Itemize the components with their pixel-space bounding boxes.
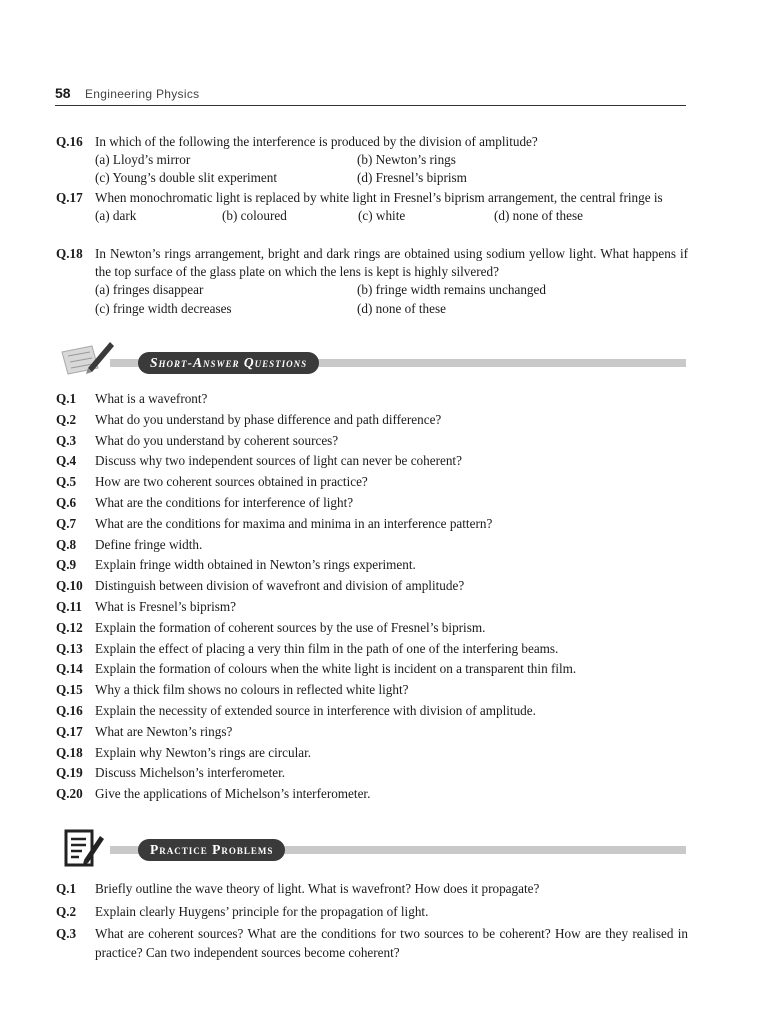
option: (a) dark xyxy=(95,208,137,224)
option: (c) white xyxy=(358,208,406,224)
option: (a) fringes disappear xyxy=(95,282,204,298)
question-number: Q.19 xyxy=(56,765,83,781)
list-item xyxy=(56,924,688,962)
list-item xyxy=(56,514,688,535)
question-number: Q.17 xyxy=(56,723,83,739)
question-number: Q.5 xyxy=(56,474,77,490)
book-title: Engineering Physics xyxy=(85,87,200,101)
list-item xyxy=(56,879,688,900)
list-item xyxy=(56,618,688,639)
question-number: Q.3 xyxy=(56,926,77,942)
question-number: Q.3 xyxy=(56,432,77,448)
section-title-short-answer: Short-Answer Questions xyxy=(138,352,319,374)
list-item xyxy=(56,639,688,660)
question-text: Briefly outline the wave theory of light. What is wavefront? How does it propagate? xyxy=(95,881,540,896)
question-number: Q.15 xyxy=(56,682,83,698)
question-text: Explain the effect of placing a very thin film in the path of one of the interfering beams. xyxy=(95,640,559,656)
question-number: Q.4 xyxy=(56,453,77,469)
mcq-question xyxy=(56,133,688,188)
option: (c) fringe width decreases xyxy=(95,300,232,316)
question-number: Q.8 xyxy=(56,536,77,552)
short-answer-list xyxy=(56,389,688,805)
list-item xyxy=(56,410,688,431)
list-item xyxy=(56,701,688,722)
question-number: Q.1 xyxy=(56,881,77,896)
option: (d) none of these xyxy=(357,300,446,316)
page-header xyxy=(55,83,686,106)
mcq-question xyxy=(56,189,688,225)
question-text: Why a thick film shows no colours in reflected white light? xyxy=(95,682,409,698)
list-item xyxy=(56,493,688,514)
question-text: Explain why Newton’s rings are circular. xyxy=(95,744,312,760)
option: (b) coloured xyxy=(222,208,287,224)
question-number: Q.7 xyxy=(56,515,77,531)
question-number: Q.2 xyxy=(56,411,77,427)
practice-problems-list xyxy=(56,879,688,964)
question-number: Q.12 xyxy=(56,619,83,635)
list-item xyxy=(56,597,688,618)
page-number: 58 xyxy=(55,85,71,101)
option: (c) Young’s double slit experiment xyxy=(95,170,278,186)
list-item xyxy=(56,763,688,784)
question-text: Explain the formation of coherent sources by the use of Fresnel’s biprism. xyxy=(95,619,486,635)
option: (b) fringe width remains unchanged xyxy=(357,282,546,298)
question-number: Q.16 xyxy=(56,134,83,149)
question-text: How are two coherent sources obtained in practice? xyxy=(95,474,368,490)
question-number: Q.9 xyxy=(56,557,77,573)
question-text: What do you understand by phase difference and path difference? xyxy=(95,411,442,427)
options xyxy=(95,207,688,225)
checklist-pen-icon xyxy=(62,826,106,870)
option: (b) Newton’s rings xyxy=(357,152,456,168)
list-item xyxy=(56,680,688,701)
question-number: Q.2 xyxy=(56,903,77,919)
list-item xyxy=(56,722,688,743)
list-item xyxy=(56,555,688,576)
option: (d) none of these xyxy=(494,208,583,224)
question-text: What is Fresnel’s biprism? xyxy=(95,598,237,614)
question-number: Q.16 xyxy=(56,702,83,718)
question-text: Explain clearly Huygens’ principle for the propagation of light. xyxy=(95,903,429,919)
question-text: Discuss why two independent sources of light can never be coherent? xyxy=(95,453,462,469)
question-number: Q.18 xyxy=(56,246,83,261)
mcq-question xyxy=(56,245,688,318)
question-number: Q.13 xyxy=(56,640,83,656)
option: (d) Fresnel’s biprism xyxy=(357,170,467,186)
question-number: Q.11 xyxy=(56,598,83,614)
question-text: In Newton’s rings arrangement, bright and dark rings are obtained using sodium yellow light. What happens if the top surface of the glass plate on which the lens is kept is highly silvered? xyxy=(95,246,688,280)
question-number: Q.10 xyxy=(56,578,83,594)
list-item xyxy=(56,535,688,556)
option: (a) Lloyd’s mirror xyxy=(95,152,191,168)
question-number: Q.20 xyxy=(56,786,83,802)
list-item xyxy=(56,784,688,805)
question-number: Q.17 xyxy=(56,190,83,205)
options xyxy=(95,151,688,187)
question-text: Explain fringe width obtained in Newton’s rings experiment. xyxy=(95,557,416,573)
question-text: What are Newton’s rings? xyxy=(95,723,233,739)
list-item xyxy=(56,472,688,493)
options xyxy=(95,281,688,317)
question-text: Give the applications of Michelson’s interferometer. xyxy=(95,786,371,802)
question-text: When monochromatic light is replaced by white light in Fresnel’s biprism arrangement, the central fringe is xyxy=(95,190,663,205)
list-item xyxy=(56,902,688,923)
question-text: Discuss Michelson’s interferometer. xyxy=(95,765,286,781)
question-number: Q.6 xyxy=(56,494,77,510)
list-item xyxy=(56,389,688,410)
question-text: Explain the formation of colours when the white light is incident on a transparent thin film. xyxy=(95,661,577,677)
question-number: Q.18 xyxy=(56,744,83,760)
list-item xyxy=(56,659,688,680)
question-text: What are coherent sources? What are the conditions for two sources to be coherent? How are they realised in practice? Can two independent sources become coherent? xyxy=(95,926,688,961)
list-item xyxy=(56,431,688,452)
list-item xyxy=(56,576,688,597)
list-item xyxy=(56,451,688,472)
question-text: In which of the following the interference is produced by the division of amplitude? xyxy=(95,134,538,149)
question-text: What is a wavefront? xyxy=(95,391,208,406)
list-item xyxy=(56,743,688,764)
question-text: Explain the necessity of extended source in interference with division of amplitude. xyxy=(95,702,536,718)
question-text: What are the conditions for maxima and minima in an interference pattern? xyxy=(95,515,493,531)
question-text: Define fringe width. xyxy=(95,536,203,552)
question-number: Q.14 xyxy=(56,661,83,677)
question-text: Distinguish between division of wavefront and division of amplitude? xyxy=(95,578,465,594)
pencil-paper-icon xyxy=(58,338,118,378)
section-title-practice-problems: Practice Problems xyxy=(138,839,285,861)
question-number: Q.1 xyxy=(56,391,77,406)
question-text: What do you understand by coherent sources? xyxy=(95,432,339,448)
question-text: What are the conditions for interference of light? xyxy=(95,494,354,510)
